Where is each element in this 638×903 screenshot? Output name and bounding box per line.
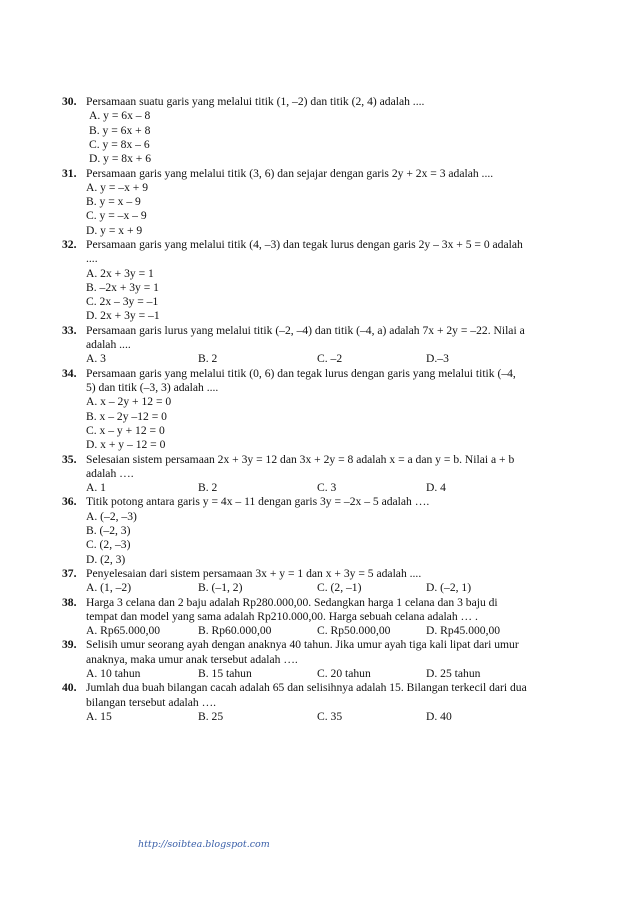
- question-text-line-2: adalah ….: [86, 466, 134, 480]
- option-d: D. 4: [426, 481, 446, 495]
- option-d: D. (–2, 1): [426, 581, 472, 595]
- option-c: C. Rp50.000,00: [317, 624, 391, 638]
- option-a: A. 3: [86, 352, 106, 366]
- option-row: [86, 581, 582, 595]
- question-number: 33.: [62, 323, 77, 337]
- option-d: D. y = x + 9: [86, 223, 143, 237]
- option-row: [86, 352, 582, 366]
- option-a: A. (–2, –3): [86, 509, 137, 523]
- question-36: [62, 495, 582, 566]
- option-c: C. 3: [317, 481, 337, 495]
- option-c: C. –2: [317, 352, 343, 366]
- question-text-line-2: bilangan tersebut adalah ….: [86, 695, 217, 709]
- question-number: 34.: [62, 366, 77, 380]
- question-number: 38.: [62, 595, 77, 609]
- option-b: B. –2x + 3y = 1: [86, 280, 159, 294]
- option-row: [86, 667, 582, 681]
- question-31: [62, 167, 582, 238]
- option-a: A. 15: [86, 709, 112, 723]
- question-text-line-1: Jumlah dua buah bilangan cacah adalah 65 dan selisihnya adalah 15. Bilangan terkecil dari dua: [86, 681, 527, 695]
- question-text-line-1: Persamaan garis yang melalui titik (0, 6) dan tegak lurus dengan garis yang melalui titik (–4,: [86, 366, 516, 380]
- option-list: [86, 267, 582, 324]
- option-a: A. Rp65.000,00: [86, 624, 161, 638]
- option-b: B. (–2, 3): [86, 523, 131, 537]
- question-37: [62, 567, 582, 596]
- question-text-line-2: tempat dan model yang sama adalah Rp210.000,00. Harga sebuah celana adalah … .: [86, 609, 478, 623]
- option-b: B. 25: [198, 709, 224, 723]
- option-a: A. 10 tahun: [86, 666, 141, 680]
- question-text-line-1: Harga 3 celana dan 2 baju adalah Rp280.000,00. Sedangkan harga 1 celana dan 3 baju di: [86, 595, 498, 609]
- option-c: C. y = –x – 9: [86, 209, 147, 223]
- question-text-line-1: Selisih umur seorang ayah dengan anaknya 40 tahun. Jika umur ayah tiga kali lipat dari umur: [86, 638, 519, 652]
- option-c: C. (2, –3): [86, 538, 131, 552]
- question-35: [62, 453, 582, 496]
- question-text: Penyelesaian dari sistem persamaan 3x + y = 1 dan x + 3y = 5 adalah ....: [86, 566, 422, 580]
- question-number: 31.: [62, 166, 77, 180]
- question-number: 30.: [62, 95, 77, 108]
- question-text-line-1: Selesaian sistem persamaan 2x + 3y = 12 dan 3x + 2y = 8 adalah x = a dan y = b. Nilai a + b: [86, 452, 515, 466]
- option-a: A. 1: [86, 481, 106, 495]
- option-c: C. x – y + 12 = 0: [86, 423, 165, 437]
- option-b: B. (–1, 2): [198, 581, 243, 595]
- option-c: C. 20 tahun: [317, 666, 371, 680]
- question-number: 35.: [62, 452, 77, 466]
- question-text-line-1: Persamaan garis lurus yang melalui titik (–2, –4) dan titik (–4, a) adalah 7x + 2y = –22. Nilai a: [86, 323, 525, 337]
- question-number: 37.: [62, 566, 77, 580]
- question-34: [62, 367, 582, 453]
- question-text-line-2: 5) dan titik (–3, 3) adalah ....: [86, 380, 219, 394]
- question-text-line-2: ....: [86, 252, 98, 266]
- option-list: [86, 181, 582, 238]
- option-d: D. 40: [426, 709, 452, 723]
- option-b: B. x – 2y –12 = 0: [86, 409, 167, 423]
- option-d: D. 2x + 3y = –1: [86, 309, 160, 323]
- question-number: 40.: [62, 681, 77, 695]
- option-d: D. (2, 3): [86, 552, 126, 566]
- question-text-line-2: adalah ....: [86, 338, 131, 352]
- option-b: B. 2: [198, 352, 218, 366]
- option-c: C. y = 8x – 6: [89, 137, 150, 151]
- option-a: A. y = –x + 9: [86, 180, 149, 194]
- question-text: Persamaan garis yang melalui titik (3, 6) dan sejajar dengan garis 2y + 2x = 3 adalah ....: [86, 166, 494, 180]
- option-list: [86, 109, 582, 166]
- question-number: 32.: [62, 238, 77, 251]
- option-c: C. 2x – 3y = –1: [86, 295, 159, 309]
- option-row: [86, 481, 582, 495]
- option-row: [86, 624, 582, 638]
- question-40: [62, 681, 582, 724]
- question-33: [62, 324, 582, 367]
- option-a: A. 2x + 3y = 1: [86, 266, 154, 280]
- question-text-line-2: anaknya, maka umur anak tersebut adalah ….: [86, 652, 298, 666]
- option-a: A. (1, –2): [86, 581, 132, 595]
- question-number: 36.: [62, 495, 77, 509]
- option-d: D. 25 tahun: [426, 666, 481, 680]
- option-b: B. 2: [198, 481, 218, 495]
- option-b: B. y = 6x + 8: [89, 123, 151, 137]
- question-text-line-1: Persamaan garis yang melalui titik (4, –3) dan tegak lurus dengan garis 2y – 3x + 5 = 0 adalah: [86, 238, 523, 251]
- option-d: D. y = 8x + 6: [89, 152, 152, 166]
- question-number: 39.: [62, 638, 77, 652]
- option-list: [86, 510, 582, 567]
- option-a: A. x – 2y + 12 = 0: [86, 395, 172, 409]
- option-a: A. y = 6x – 8: [89, 109, 151, 123]
- option-c: C. 35: [317, 709, 343, 723]
- option-list: [86, 395, 582, 452]
- option-b: B. y = x – 9: [86, 195, 141, 209]
- question-39: [62, 638, 582, 681]
- option-b: B. 15 tahun: [198, 666, 252, 680]
- option-d: D. Rp45.000,00: [426, 624, 501, 638]
- option-b: B. Rp60.000,00: [198, 624, 272, 638]
- option-d: D. x + y – 12 = 0: [86, 438, 166, 452]
- question-30: [62, 95, 582, 166]
- question-text: Persamaan suatu garis yang melalui titik (1, –2) dan titik (2, 4) adalah ....: [86, 95, 425, 108]
- option-row: [86, 710, 582, 724]
- footer-url-link[interactable]: http://soibtea.blogspot.com: [138, 839, 270, 850]
- option-d: D.–3: [426, 352, 449, 366]
- option-c: C. (2, –1): [317, 581, 362, 595]
- question-32: [62, 238, 582, 324]
- question-text: Titik potong antara garis y = 4x – 11 dengan garis 3y = –2x – 5 adalah ….: [86, 495, 430, 509]
- question-38: [62, 596, 582, 639]
